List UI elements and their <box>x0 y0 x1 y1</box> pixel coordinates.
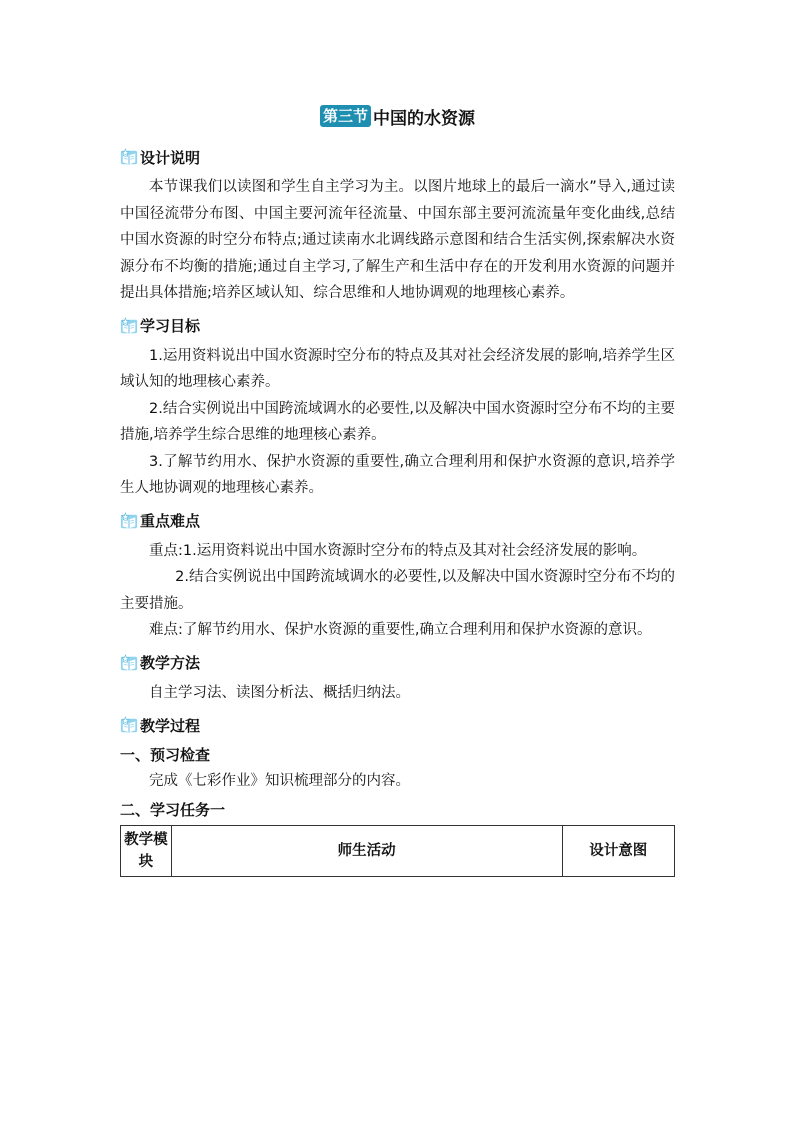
book-icon <box>120 654 138 672</box>
book-icon <box>120 716 138 734</box>
section-badge: 第三节 <box>320 105 371 127</box>
difficult-point: 难点:了解节约用水、保护水资源的重要性,确立合理利用和保护水资源的意识。 <box>149 622 652 638</box>
methods-text: 自主学习法、读图分析法、概括归纳法。 <box>149 684 410 701</box>
book-icon <box>120 317 138 335</box>
page-title: 中国的水资源 <box>373 108 475 129</box>
task-one-heading: 二、学习任务一 <box>120 800 226 819</box>
document-page <box>120 100 675 877</box>
design-heading-label: 设计说明 <box>140 148 201 167</box>
preview-check-text: 完成《七彩作业》知识梳理部分的内容。 <box>149 773 410 789</box>
table-header-intent: 设计意图 <box>562 825 674 876</box>
book-icon <box>120 512 138 530</box>
key-point-2: 2.结合实例说出中国跨流域调水的必要性,以及解决中国水资源时空分布不均的主要措施。 <box>120 569 675 612</box>
process-heading-label: 教学过程 <box>140 716 201 735</box>
book-icon <box>120 148 138 166</box>
table-header-row <box>121 825 675 876</box>
methods-heading-label: 教学方法 <box>140 654 201 672</box>
methods-heading <box>120 650 675 676</box>
key-point-1: 重点:1.运用资料说出中国水资源时空分布的特点及其对社会经济发展的影响。 <box>149 542 647 559</box>
objective-item: 1.运用资料说出中国水资源时空分布的特点及其对社会经济发展的影响,培养学生区域认知的地理核心素养。 <box>120 347 675 390</box>
objective-item: 2.结合实例说出中国跨流域调水的必要性,以及解决中国水资源时空分布不均的主要措施,培养学生综合思维的地理核心素养。 <box>120 400 675 443</box>
preview-check-heading: 一、预习检查 <box>120 746 211 764</box>
lesson-title <box>120 100 675 132</box>
key-points-heading-label: 重点难点 <box>140 512 201 530</box>
objectives-heading <box>120 313 675 339</box>
design-heading <box>120 144 675 170</box>
process-heading <box>120 712 675 738</box>
table-header-activity: 师生活动 <box>171 825 562 876</box>
task-table <box>120 825 675 877</box>
table-header-module: 教学模块 <box>121 825 172 876</box>
objective-item: 3.了解节约用水、保护水资源的重要性,确立合理利用和保护水资源的意识,培养学生人地协调观的地理核心素养。 <box>120 453 675 496</box>
design-text: 本节课我们以读图和学生自主学习为主。以图片地球上的最后一滴水”导入,通过读中国径流带分布图、中国主要河流年径流量、中国东部主要河流流量年变化曲线,总结中国水资源的时空分布特点;通过读南水北调线路示意图和结合生活实例,探索解决水资源分布不均衡的措施;通过自主学习,了解生产和生活中存在的开发利用水资源的问题并提出具体措施;培养区域认知、综合思维和人地协调观的地理核心素养。 <box>120 179 675 301</box>
key-points-heading <box>120 508 675 534</box>
objectives-heading-label: 学习目标 <box>140 317 201 335</box>
